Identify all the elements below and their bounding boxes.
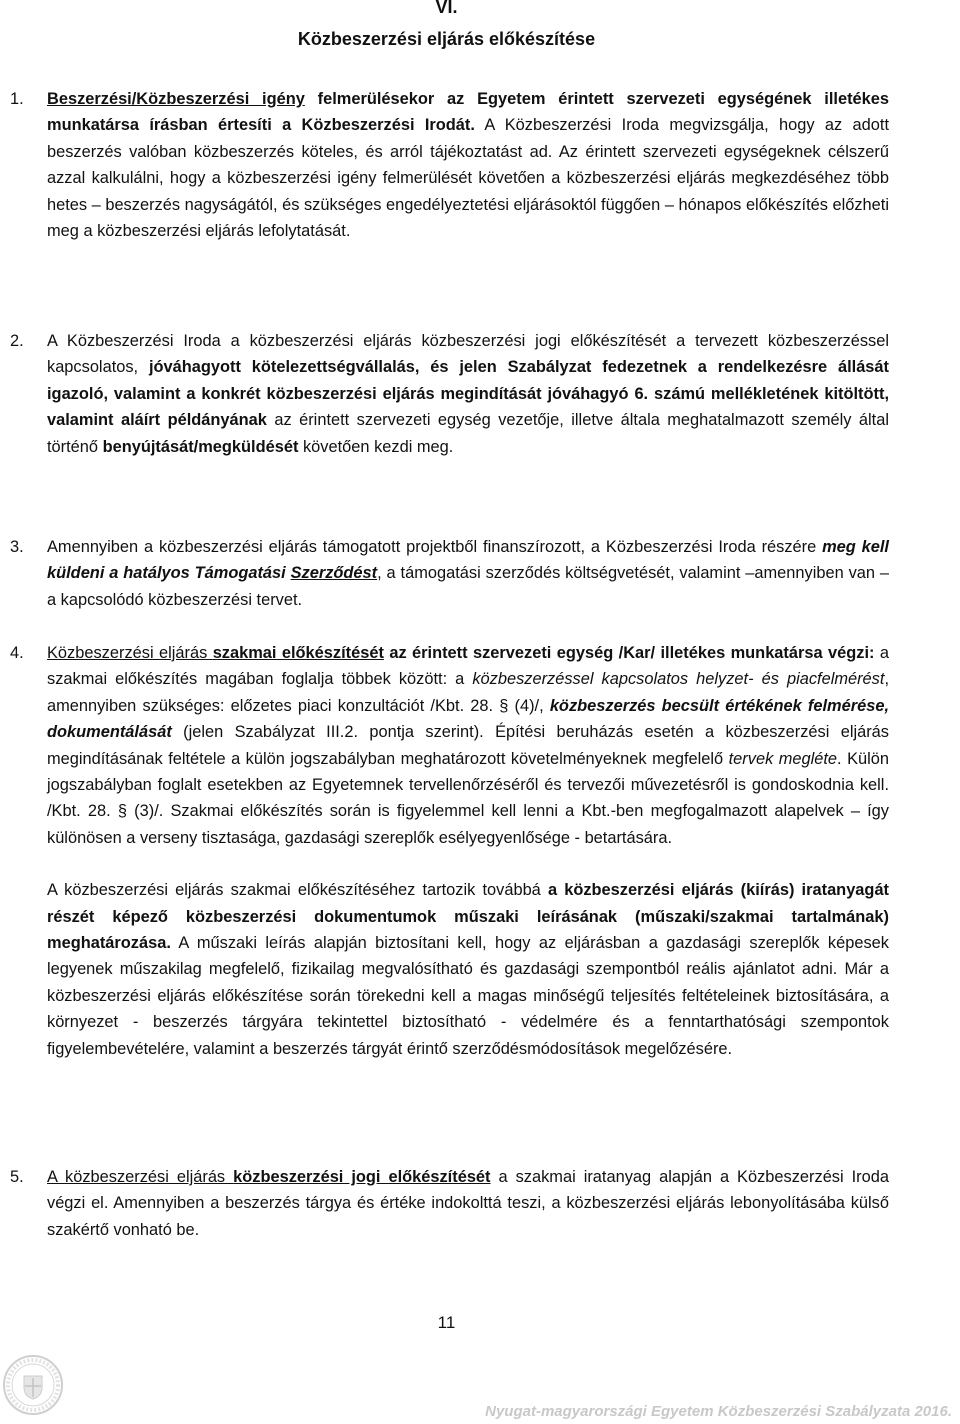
s3-bold-italic-b: meg kell küldeni a hatályos Támogatási xyxy=(47,538,889,583)
s5-underlined-a: A közbeszerzési eljárás xyxy=(47,1168,234,1186)
section-4-paragraph-1 xyxy=(47,640,889,851)
s4-text-m: A műszaki leírás alapján biztosítani kell, hogy az eljárásban a gazdasági szereplők képesek legyenek műszakilag megfelelő, fizikailag megvalósítható és gazdasági szempontból reális ajánlatot adni. Már a közbeszerzési eljárás előkészítése során törekedni kell a magas minőségű teljesítés feltételeinek biztosítására, a környezet - beszerzés tárgyára tekintettel biztosítható - védelmére és a fenntarthatósági szempontok figyelembevételére, valamint a beszerzés tárgyát érintő szerződésmódosítások megelőzésére. xyxy=(47,934,889,1058)
section-5-number: 5. xyxy=(10,1168,24,1186)
s4-text-k: A közbeszerzési eljárás szakmai előkészítéséhez tartozik továbbá xyxy=(47,881,548,900)
section-2 xyxy=(10,328,889,460)
s4-bold-underlined-b: szakmai előkészítését xyxy=(212,644,384,662)
s2-bold-text-b: jóváhagyott kötelezettségvállalás, és jelen Szabályzat fedezetnek a rendelkezésre állását igazoló, valamint a konkrét közbeszerzési eljárás megindítását jóváhagyó 6. számú mellékletének kitöltött, valamint aláírt példányának xyxy=(47,358,889,430)
section-5-paragraph xyxy=(47,1164,889,1243)
section-5 xyxy=(10,1164,889,1243)
section-3-number: 3. xyxy=(10,538,24,556)
section-4-paragraph-2 xyxy=(47,877,889,1062)
s3-text-d: , a támogatási szerződés költségvetését, valamint –amennyiben van – a kapcsolódó közbeszerzési tervet. xyxy=(47,564,889,609)
section-2-number: 2. xyxy=(10,332,24,350)
s2-text-a: A Közbeszerzési Iroda a közbeszerzési eljárás közbeszerzési jogi előkészítését a tervezett közbeszerzéssel kapcsolatos, xyxy=(47,332,889,377)
s2-text-e: követően kezdi meg. xyxy=(298,437,454,456)
s4-underlined-a: Közbeszerzési eljárás xyxy=(47,644,213,662)
s4-italic-i: tervek megléte xyxy=(728,749,838,768)
s5-text-c: a szakmai iratanyag alapján a Közbeszerzési Iroda végzi el. Amennyiben a beszerzés tárgya és értéke indokolttá teszi, a közbeszerzési eljárás lebonyolításába külső szakértő vonható be. xyxy=(47,1168,889,1239)
section-3-paragraph xyxy=(47,534,889,613)
section-4-number: 4. xyxy=(10,644,24,662)
chapter-number: VI. xyxy=(435,0,458,17)
section-1-number: 1. xyxy=(10,90,24,108)
s5-bold-underlined-b: közbeszerzési jogi előkészítését xyxy=(233,1168,491,1186)
section-1-paragraph xyxy=(47,86,889,244)
s1-underlined-term: Beszerzési/Közbeszerzési igény xyxy=(47,90,305,108)
section-3 xyxy=(10,534,889,613)
section-2-paragraph xyxy=(47,328,889,460)
section-1 xyxy=(10,86,889,244)
s3-bold-italic-underlined-c: Szerződést xyxy=(290,564,378,583)
s4-text-f: , amennyiben szükséges: előzetes piaci konzultációt /Kbt. 28. § (4)/, xyxy=(47,670,889,715)
s4-bold-italic-g: közbeszerzés becsült értékének felmérése, dokumentálását xyxy=(47,696,890,742)
s4-bold-c: az érintett szervezeti egység /Kar/ illetékes munkatársa végzi: xyxy=(383,644,875,662)
s2-bold-text-d: benyújtását/megküldését xyxy=(102,437,299,456)
s4-italic-e: közbeszerzéssel kapcsolatos helyzet- és piacfelmérést xyxy=(472,670,885,689)
university-seal-icon xyxy=(2,1354,64,1416)
s2-text-c: az érintett szervezeti egység vezetője, illetve általa meghatalmazott személy által történő xyxy=(47,411,889,456)
s3-text-a: Amennyiben a közbeszerzési eljárás támogatott projektből finanszírozott, a Közbeszerzési Iroda részére xyxy=(47,538,823,556)
s1-bold-text: felmerülésekor az Egyetem érintett szervezeti egységének illetékes munkatársa írásban értesíti a Közbeszerzési Irodát. xyxy=(47,90,889,135)
s4-bold-l: a közbeszerzési eljárás (kiírás) iratanyagát részét képező közbeszerzési dokumentumok műszaki leírásának (műszaki/szakmai tartalmának) meghatározása. xyxy=(47,881,890,953)
s1-text: A Közbeszerzési Iroda megvizsgálja, hogy az adott beszerzés valóban közbeszerzés köteles, és arról tájékoztatást ad. Az érintett szervezeti egységeknek célszerű azzal kalkulálni, hogy a közbeszerzési igény felmerülését követően a közbeszerzési eljárás megkezdéséhez több hetes – beszerzés nagyságától, és szükséges engedélyeztetési eljárásoktól függően – hónapos előkészítés előzheti meg a közbeszerzési eljárás lefolytatását. xyxy=(47,116,889,241)
chapter-title: Közbeszerzési eljárás előkészítése xyxy=(297,29,596,49)
page-number: 11 xyxy=(437,1313,456,1332)
s4-text-j: . Külön jogszabályban foglalt esetekben az Egyetemnek tervellenőrzéséről és tervezői művezetésről is gondoskodnia kell. /Kbt. 28. § (3)/. Szakmai előkészítés során is figyelemmel kell lenni a Kbt.-ben megfogalmazott alapelvek – így különösen a verseny tisztasága, gazdasági szereplők esélyegyenlősége - betartására. xyxy=(47,749,889,847)
page-footer: Nyugat-magyarországi Egyetem Közbeszerzési Szabályzata 2016. xyxy=(485,1403,952,1420)
s4-text-h: (jelen Szabályzat III.2. pontja szerint). Építési beruházás esetén a közbeszerzési eljárás megindításának feltétele a külön jogszabályban meghatározott követelményeknek megfelelő xyxy=(47,723,889,768)
s4-text-d: a szakmai előkészítés magában foglalja többek között: a xyxy=(47,644,889,689)
section-4 xyxy=(10,640,890,1062)
